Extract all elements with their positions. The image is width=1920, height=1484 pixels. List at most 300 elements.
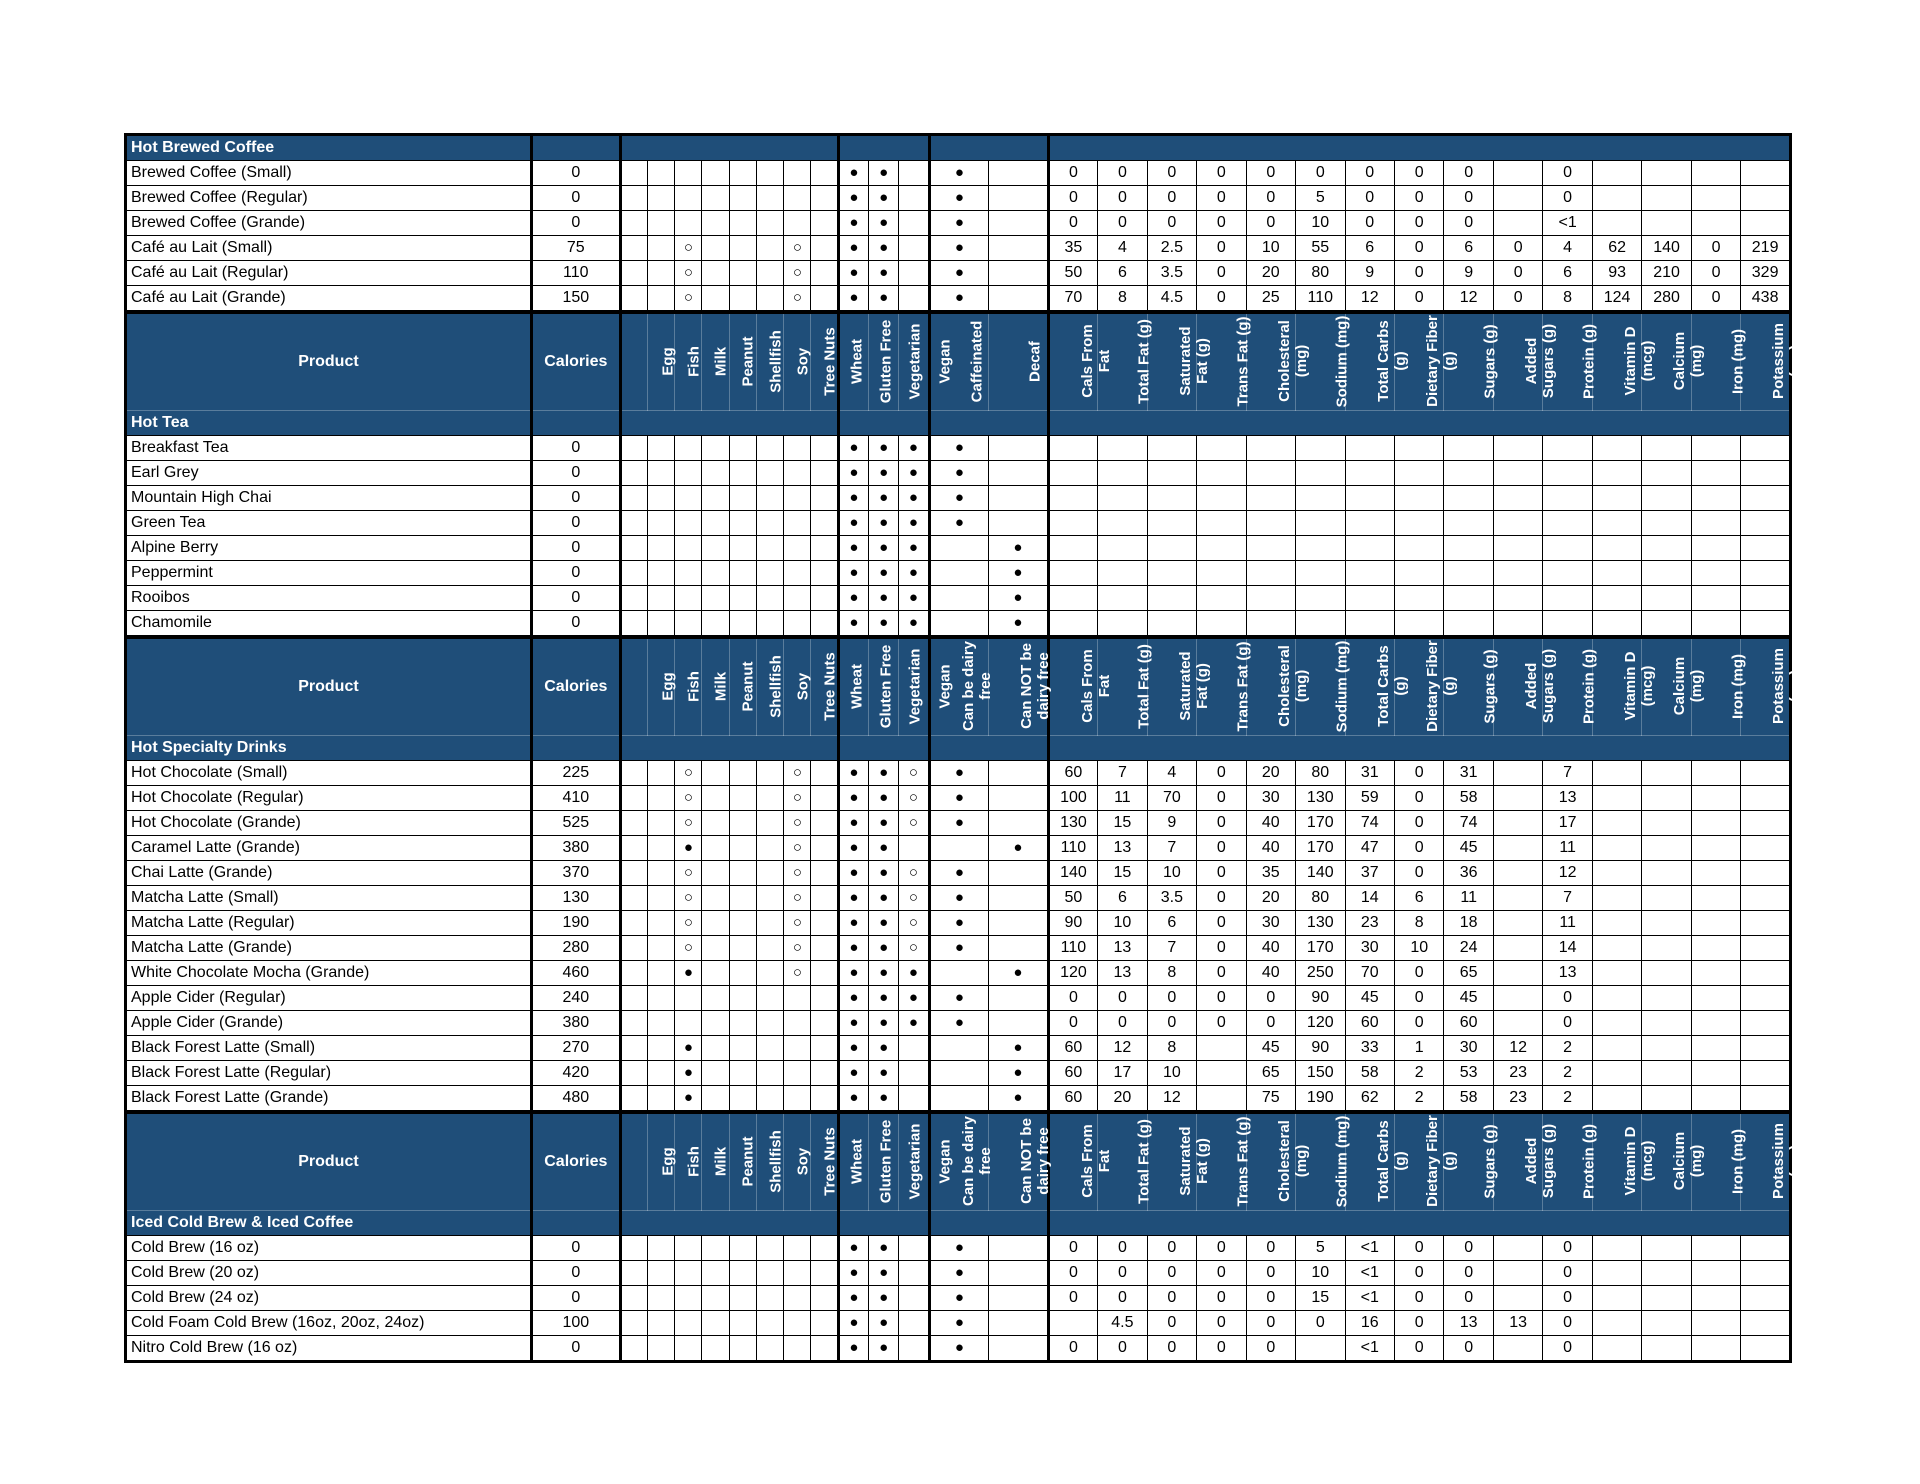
section-title-filler xyxy=(729,1211,756,1236)
table-cell: ● xyxy=(869,236,899,261)
column-header-label: Vitamin D (mcg) xyxy=(1621,651,1656,720)
table-cell: 23 xyxy=(1345,911,1394,936)
table-cell xyxy=(1444,511,1493,536)
table-cell: ● xyxy=(869,1061,899,1086)
column-header-label: Tree Nuts xyxy=(821,327,839,396)
table-cell xyxy=(1147,511,1196,536)
column-header-label: Potassium (mg) xyxy=(1770,647,1805,724)
table-cell xyxy=(989,1336,1049,1362)
table-cell: 110 xyxy=(1048,936,1097,961)
section-title-filler xyxy=(1147,411,1196,436)
table-cell xyxy=(1592,786,1641,811)
table-cell: ● xyxy=(899,611,929,638)
column-header-cholesteral-mg xyxy=(1246,637,1310,736)
table-cell: 329 xyxy=(1741,261,1791,286)
table-cell: 11 xyxy=(1543,836,1592,861)
column-header-label: Calcium (mg) xyxy=(1671,331,1706,390)
table-cell: 70 xyxy=(1345,961,1394,986)
table-cell xyxy=(1296,611,1345,638)
table-cell xyxy=(1592,1336,1641,1362)
table-cell xyxy=(989,186,1049,211)
table-cell: 2 xyxy=(1394,1061,1443,1086)
table-cell: 18 xyxy=(1444,911,1493,936)
column-header-label: Vitamin D (mcg) xyxy=(1621,326,1656,395)
table-cell xyxy=(1691,961,1740,986)
table-cell xyxy=(1394,436,1443,461)
table-cell xyxy=(1691,1311,1740,1336)
table-cell: 90 xyxy=(1296,1036,1345,1061)
section-title-filler xyxy=(838,736,868,761)
table-cell xyxy=(811,761,838,786)
table-cell xyxy=(1741,536,1791,561)
table-cell xyxy=(729,186,756,211)
table-cell xyxy=(756,436,783,461)
section-title-filler xyxy=(702,736,729,761)
table-cell xyxy=(1691,811,1740,836)
table-cell xyxy=(1642,986,1691,1011)
table-cell: 40 xyxy=(1246,936,1295,961)
table-cell: 30 xyxy=(1444,1036,1493,1061)
table-cell xyxy=(647,786,674,811)
table-cell: 13 xyxy=(1098,936,1147,961)
table-cell xyxy=(1741,836,1791,861)
table-cell xyxy=(1642,836,1691,861)
table-cell xyxy=(989,1311,1049,1336)
table-cell xyxy=(899,1261,929,1286)
product-name: Apple Cider (Regular) xyxy=(126,986,532,1011)
table-cell: 0 xyxy=(1197,236,1246,261)
table-cell: 0 xyxy=(1197,836,1246,861)
table-cell xyxy=(702,786,729,811)
table-cell: 0 xyxy=(1543,1011,1592,1036)
table-cell: ● xyxy=(929,511,989,536)
table-cell: ● xyxy=(838,486,868,511)
table-row xyxy=(126,586,1791,611)
table-cell: ● xyxy=(869,911,899,936)
table-cell xyxy=(811,986,838,1011)
table-cell xyxy=(989,1236,1049,1261)
table-cell xyxy=(1592,1261,1641,1286)
table-cell: 10 xyxy=(1147,861,1196,886)
section-title-filler xyxy=(1098,1211,1147,1236)
section-title-row xyxy=(126,135,1791,161)
table-cell xyxy=(811,1311,838,1336)
table-cell: 0 xyxy=(1197,186,1246,211)
table-cell xyxy=(675,211,702,236)
table-cell xyxy=(756,1061,783,1086)
table-cell xyxy=(1543,586,1592,611)
section-title-filler xyxy=(1444,135,1493,161)
table-cell: 15 xyxy=(1098,811,1147,836)
section-title-filler xyxy=(1691,736,1740,761)
table-cell xyxy=(1296,586,1345,611)
table-cell: ○ xyxy=(675,861,702,886)
table-cell: 80 xyxy=(1296,261,1345,286)
section-title-filler xyxy=(620,135,647,161)
table-cell xyxy=(620,586,647,611)
table-cell: <1 xyxy=(1345,1286,1394,1311)
table-cell: ○ xyxy=(675,786,702,811)
product-name: Brewed Coffee (Grande) xyxy=(126,211,532,236)
table-cell xyxy=(1444,486,1493,511)
table-cell xyxy=(989,261,1049,286)
table-cell: 0 xyxy=(1197,786,1246,811)
table-cell: 12 xyxy=(1493,1036,1542,1061)
table-cell: 0 xyxy=(1246,986,1295,1011)
table-cell xyxy=(1642,961,1691,986)
table-cell xyxy=(811,486,838,511)
table-cell xyxy=(899,286,929,313)
table-cell: 0 xyxy=(1246,1236,1295,1261)
table-cell: ○ xyxy=(675,761,702,786)
table-cell xyxy=(899,1311,929,1336)
table-cell: 11 xyxy=(1444,886,1493,911)
table-cell: ● xyxy=(869,986,899,1011)
table-cell: 0 xyxy=(1147,161,1196,186)
table-cell xyxy=(1493,211,1542,236)
table-cell: 0 xyxy=(1048,986,1097,1011)
table-cell xyxy=(784,186,811,211)
table-cell xyxy=(756,511,783,536)
table-cell: <1 xyxy=(1543,211,1592,236)
table-cell: ● xyxy=(899,436,929,461)
column-header-egg xyxy=(620,1112,677,1211)
table-cell: 130 xyxy=(531,886,620,911)
table-cell xyxy=(1493,511,1542,536)
table-cell xyxy=(702,1286,729,1311)
table-cell xyxy=(756,161,783,186)
table-cell xyxy=(1098,436,1147,461)
table-cell xyxy=(784,561,811,586)
table-cell xyxy=(929,1061,989,1086)
table-cell xyxy=(1048,586,1097,611)
table-cell: 31 xyxy=(1345,761,1394,786)
table-cell xyxy=(702,586,729,611)
table-cell: ● xyxy=(869,811,899,836)
table-cell: 10 xyxy=(1147,1061,1196,1086)
table-cell: 55 xyxy=(1296,236,1345,261)
table-cell: 140 xyxy=(1048,861,1097,886)
table-cell: 0 xyxy=(531,186,620,211)
table-cell xyxy=(647,911,674,936)
table-cell xyxy=(1691,611,1740,638)
table-cell: 40 xyxy=(1246,961,1295,986)
table-cell: 0 xyxy=(1394,236,1443,261)
table-cell: 30 xyxy=(1345,936,1394,961)
column-header-label: Cals From Fat xyxy=(1078,1123,1113,1198)
table-cell xyxy=(1296,1336,1345,1362)
table-cell: 0 xyxy=(1197,161,1246,186)
table-cell: 0 xyxy=(1197,886,1246,911)
table-cell xyxy=(989,761,1049,786)
table-cell: 0 xyxy=(1197,211,1246,236)
table-row xyxy=(126,236,1791,261)
table-cell: 37 xyxy=(1345,861,1394,886)
column-header-label: Tree Nuts xyxy=(821,1127,839,1196)
table-cell xyxy=(702,911,729,936)
table-cell xyxy=(756,1086,783,1113)
table-cell xyxy=(675,511,702,536)
column-header-egg xyxy=(620,312,677,411)
table-cell xyxy=(647,436,674,461)
column-header-label: Calcium (mg) xyxy=(1671,1131,1706,1190)
table-cell xyxy=(647,586,674,611)
section-title-filler xyxy=(1394,736,1443,761)
table-cell xyxy=(1147,486,1196,511)
table-cell xyxy=(1444,561,1493,586)
table-cell xyxy=(1592,861,1641,886)
table-cell: 0 xyxy=(1197,861,1246,886)
column-header-row xyxy=(126,1112,1791,1211)
column-header-potassium-mg xyxy=(1741,637,1805,736)
table-cell xyxy=(1741,1261,1791,1286)
table-cell xyxy=(1691,1036,1740,1061)
table-cell xyxy=(1147,611,1196,638)
column-header-label: Vegan xyxy=(936,339,954,384)
table-row xyxy=(126,811,1791,836)
table-cell: ● xyxy=(869,536,899,561)
table-cell xyxy=(784,511,811,536)
table-cell: ● xyxy=(929,486,989,511)
table-cell xyxy=(675,586,702,611)
section-title-filler xyxy=(1592,1211,1641,1236)
table-cell xyxy=(620,811,647,836)
table-cell xyxy=(729,1061,756,1086)
table-cell xyxy=(784,1086,811,1113)
table-cell xyxy=(1246,586,1295,611)
table-cell: ● xyxy=(929,1286,989,1311)
table-cell: ● xyxy=(869,1311,899,1336)
table-cell xyxy=(811,211,838,236)
column-header-label: Trans Fat (g) xyxy=(1234,316,1252,407)
table-cell xyxy=(811,1011,838,1036)
table-row xyxy=(126,461,1791,486)
section-title-filler xyxy=(1642,736,1691,761)
table-cell: 190 xyxy=(531,911,620,936)
column-header-label: Vegan xyxy=(936,664,954,709)
table-cell xyxy=(811,236,838,261)
table-cell: 0 xyxy=(1246,161,1295,186)
section-title-filler xyxy=(756,1211,783,1236)
table-cell xyxy=(1493,861,1542,886)
column-header-label: Potassium (mg) xyxy=(1770,322,1805,399)
table-cell xyxy=(784,611,811,638)
section-title-filler xyxy=(1296,411,1345,436)
table-cell xyxy=(1691,836,1740,861)
table-cell: 0 xyxy=(1543,1286,1592,1311)
table-cell xyxy=(1493,1261,1542,1286)
table-cell: ● xyxy=(929,161,989,186)
table-cell xyxy=(620,161,647,186)
table-cell xyxy=(647,1261,674,1286)
table-cell: 0 xyxy=(1345,211,1394,236)
table-cell xyxy=(1592,511,1641,536)
table-cell: 0 xyxy=(531,486,620,511)
table-cell: 17 xyxy=(1098,1061,1147,1086)
table-cell xyxy=(1296,486,1345,511)
table-cell: 140 xyxy=(1642,236,1691,261)
table-cell xyxy=(756,986,783,1011)
table-cell xyxy=(647,1061,674,1086)
table-cell: ● xyxy=(838,611,868,638)
column-header-added-sugars-g xyxy=(1493,312,1557,411)
table-cell xyxy=(1642,161,1691,186)
column-header-label: Trans Fat (g) xyxy=(1234,1116,1252,1207)
table-cell xyxy=(620,211,647,236)
section-title-filler xyxy=(784,135,811,161)
table-cell xyxy=(1493,1336,1542,1362)
table-cell xyxy=(647,236,674,261)
column-header-label: Dietary Fiber (g) xyxy=(1423,314,1458,407)
section-title-filler xyxy=(1493,135,1542,161)
table-cell: ○ xyxy=(675,911,702,936)
table-cell: 75 xyxy=(531,236,620,261)
table-cell xyxy=(1642,436,1691,461)
table-cell: 0 xyxy=(531,1286,620,1311)
table-cell: ○ xyxy=(675,236,702,261)
table-cell: ● xyxy=(929,186,989,211)
table-cell xyxy=(729,561,756,586)
table-cell: 0 xyxy=(1345,186,1394,211)
table-cell: 190 xyxy=(1296,1086,1345,1113)
table-cell: 0 xyxy=(1098,1261,1147,1286)
table-row xyxy=(126,186,1791,211)
table-cell xyxy=(1691,1011,1740,1036)
table-cell: 110 xyxy=(1048,836,1097,861)
table-cell: 12 xyxy=(1345,286,1394,313)
table-cell: ● xyxy=(899,961,929,986)
table-cell: 0 xyxy=(1543,1261,1592,1286)
table-cell xyxy=(1246,561,1295,586)
table-cell xyxy=(729,586,756,611)
table-cell: 0 xyxy=(1394,836,1443,861)
table-cell: 0 xyxy=(531,1261,620,1286)
table-cell xyxy=(1741,986,1791,1011)
table-cell: 6 xyxy=(1147,911,1196,936)
table-cell xyxy=(1592,611,1641,638)
column-header-cals-from-fat xyxy=(1048,312,1113,411)
product-name: Cold Foam Cold Brew (16oz, 20oz, 24oz) xyxy=(126,1311,532,1336)
table-cell xyxy=(1197,536,1246,561)
table-cell xyxy=(729,1036,756,1061)
section-title-filler xyxy=(811,1211,838,1236)
column-header-label: Calories xyxy=(544,678,608,695)
table-cell xyxy=(729,1261,756,1286)
table-cell: <1 xyxy=(1345,1236,1394,1261)
table-cell: 2.5 xyxy=(1147,236,1196,261)
table-cell xyxy=(675,1011,702,1036)
table-cell: 0 xyxy=(1246,1011,1295,1036)
table-cell: 9 xyxy=(1444,261,1493,286)
section-title-filler xyxy=(929,736,989,761)
table-cell xyxy=(1592,886,1641,911)
section-title-filler xyxy=(1246,411,1295,436)
table-cell xyxy=(702,436,729,461)
section-title-filler xyxy=(675,411,702,436)
section-title-filler xyxy=(1691,1211,1740,1236)
column-header-label: Soy xyxy=(794,1147,812,1176)
section-title-filler xyxy=(1197,411,1246,436)
table-cell xyxy=(1246,511,1295,536)
column-header-potassium-mg xyxy=(1741,312,1805,411)
section-title-filler xyxy=(1741,1211,1791,1236)
table-cell xyxy=(989,911,1049,936)
table-cell xyxy=(647,161,674,186)
table-cell xyxy=(1592,586,1641,611)
table-cell: 14 xyxy=(1345,886,1394,911)
table-cell xyxy=(620,1086,647,1113)
section-title-filler xyxy=(1444,411,1493,436)
column-header-label: Saturated Fat (g) xyxy=(1176,325,1211,396)
table-cell xyxy=(1493,536,1542,561)
table-cell: ● xyxy=(899,461,929,486)
table-cell: 12 xyxy=(1444,286,1493,313)
table-cell xyxy=(620,886,647,911)
table-cell: 0 xyxy=(531,511,620,536)
table-cell xyxy=(756,186,783,211)
section-title-filler xyxy=(647,135,674,161)
table-cell xyxy=(1345,611,1394,638)
table-cell xyxy=(1296,461,1345,486)
table-cell: 0 xyxy=(1691,261,1740,286)
column-header-label: Product xyxy=(298,353,359,370)
table-cell: 6 xyxy=(1098,261,1147,286)
table-cell xyxy=(756,1311,783,1336)
table-cell: 219 xyxy=(1741,236,1791,261)
table-cell: ● xyxy=(929,1336,989,1362)
table-cell xyxy=(620,1036,647,1061)
column-header-label: Egg xyxy=(659,347,677,376)
section-title-filler xyxy=(784,736,811,761)
table-cell xyxy=(1147,561,1196,586)
table-cell: 280 xyxy=(531,936,620,961)
table-cell: 0 xyxy=(1147,1011,1196,1036)
table-cell: 0 xyxy=(1197,961,1246,986)
table-cell xyxy=(1592,461,1641,486)
table-cell: ○ xyxy=(675,261,702,286)
section-title-row xyxy=(126,411,1791,436)
section-title-filler xyxy=(1147,135,1196,161)
table-cell: ○ xyxy=(899,886,929,911)
column-header-label: Trans Fat (g) xyxy=(1234,641,1252,732)
table-row xyxy=(126,1086,1791,1113)
table-cell xyxy=(647,986,674,1011)
table-cell xyxy=(899,211,929,236)
table-cell xyxy=(1197,586,1246,611)
table-cell xyxy=(1394,611,1443,638)
section-title-filler xyxy=(989,135,1049,161)
table-cell: 13 xyxy=(1444,1311,1493,1336)
table-cell: 7 xyxy=(1098,761,1147,786)
table-cell xyxy=(620,611,647,638)
table-cell xyxy=(1741,761,1791,786)
column-header-saturated-fat-g xyxy=(1147,637,1211,736)
table-cell xyxy=(729,1336,756,1362)
table-cell xyxy=(811,1036,838,1061)
table-cell: 16 xyxy=(1345,1311,1394,1336)
table-cell xyxy=(1197,1086,1246,1113)
section-title-filler xyxy=(1592,736,1641,761)
table-cell xyxy=(1691,1261,1740,1286)
table-cell: 80 xyxy=(1296,886,1345,911)
table-cell: 0 xyxy=(531,161,620,186)
table-cell xyxy=(729,511,756,536)
table-cell xyxy=(784,486,811,511)
column-header-label: Saturated Fat (g) xyxy=(1176,1125,1211,1196)
column-header-label: Total Carbs (g) xyxy=(1374,1119,1409,1202)
table-cell: ● xyxy=(899,486,929,511)
table-cell: 0 xyxy=(1048,1261,1097,1286)
